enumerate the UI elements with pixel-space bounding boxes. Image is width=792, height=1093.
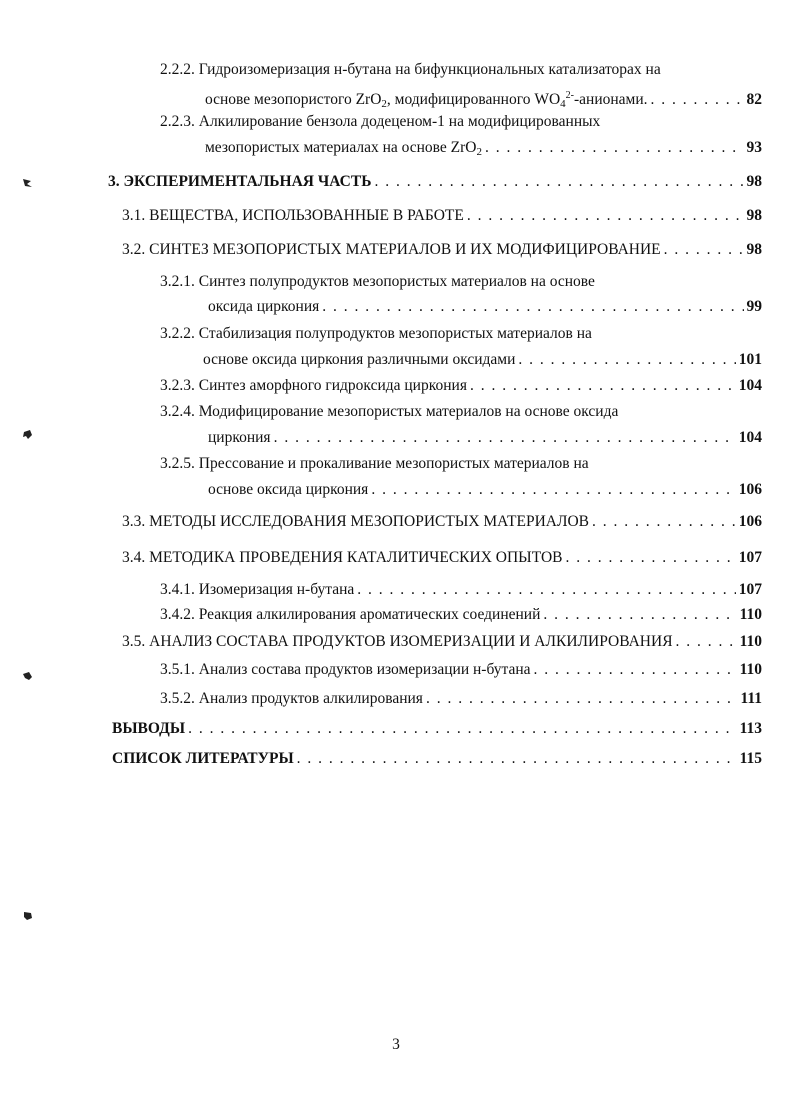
toc-entry-3-2-1-line1 (160, 272, 595, 292)
toc-entry-text: 3.4. МЕТОДИКА ПРОВЕДЕНИЯ КАТАЛИТИЧЕСКИХ ОПЫТОВ (122, 549, 563, 566)
toc-entry-3-4-1 (160, 580, 762, 600)
toc-entry-3-4 (122, 548, 762, 568)
toc-page-number: 110 (739, 606, 762, 623)
toc-entry-text: 3.2.1. Синтез полупродуктов мезопористых материалов на основе (160, 273, 595, 290)
toc-entry-3-5-2 (160, 689, 762, 709)
toc-leader-dots (357, 580, 735, 600)
toc-page-number: 101 (738, 351, 762, 368)
toc-entry-3-5-1 (160, 660, 762, 680)
toc-leader-dots (426, 689, 738, 709)
toc-leader-dots (543, 605, 736, 625)
toc-page-number: 104 (738, 429, 762, 446)
toc-entry-text: 3.3. МЕТОДЫ ИССЛЕДОВАНИЯ МЕЗОПОРИСТЫХ МАТЕРИАЛОВ (122, 513, 590, 530)
toc-page-number: 106 (738, 481, 762, 498)
toc-entry-3-2-2-line1 (160, 324, 592, 344)
toc-entry-text: 2.2.2. Гидроизомеризация н-бутана на бифункциональных катализаторах на (160, 61, 661, 78)
page-number: 3 (392, 1036, 400, 1053)
toc-leader-dots (274, 428, 736, 448)
toc-entry-3-2-3 (160, 376, 762, 396)
toc-entry-text: СПИСОК ЛИТЕРАТУРЫ (112, 750, 294, 767)
toc-entry-text: основе оксида циркония (208, 481, 369, 498)
toc-leader-dots (664, 240, 744, 260)
toc-entry-2-2-3-line1 (160, 112, 600, 132)
toc-entry-3-2-1 (208, 297, 762, 317)
toc-entry-text: 3.5.2. Анализ продуктов алкилирования (160, 690, 423, 707)
toc-entry-text: 3.2.5. Прессование и прокаливание мезопористых материалов на (160, 455, 589, 472)
toc-page-number: 98 (746, 173, 762, 190)
scan-artifact-mark (20, 175, 36, 191)
toc-entry-text: 3.5.1. Анализ состава продуктов изомеризации н-бутана (160, 661, 531, 678)
toc-page-number: 110 (739, 661, 762, 678)
toc-leader-dots (371, 480, 735, 500)
toc-entry-conclusions (112, 719, 762, 739)
toc-entry-text: ВЫВОДЫ (112, 720, 186, 737)
toc-entry-text: циркония (208, 429, 271, 446)
scan-artifact-mark (20, 908, 36, 924)
toc-entry-3-2 (122, 240, 762, 260)
toc-leader-dots (566, 548, 736, 568)
toc-page-number: 107 (738, 581, 762, 598)
toc-page-number: 111 (740, 690, 762, 707)
toc-entry-3-2-2 (203, 350, 762, 370)
toc-leader-dots (518, 350, 735, 370)
toc-entry-2-2-2 (205, 86, 762, 114)
scan-artifact-mark (20, 668, 36, 684)
toc-entry-text: 3.2. СИНТЕЗ МЕЗОПОРИСТЫХ МАТЕРИАЛОВ И ИХ МОДИФИЦИРОВАНИЕ (122, 241, 661, 258)
toc-leader-dots (374, 172, 743, 192)
toc-entry-text: 3.5. АНАЛИЗ СОСТАВА ПРОДУКТОВ ИЗОМЕРИЗАЦИИ И АЛКИЛИРОВАНИЯ (122, 633, 673, 650)
toc-page-number: 115 (739, 750, 762, 767)
toc-leader-dots (485, 138, 744, 158)
toc-page-number: 99 (746, 298, 762, 315)
toc-entry-3-5 (122, 632, 762, 652)
toc-entry-text: 3.2.2. Стабилизация полупродуктов мезопористых материалов на (160, 325, 592, 342)
toc-leader-dots (188, 719, 737, 739)
toc-entry-3-4-2 (160, 605, 762, 625)
toc-entry-3 (108, 172, 762, 192)
toc-entry-3-2-5 (208, 480, 762, 500)
toc-entry-text: 3.2.4. Модифицирование мезопористых материалов на основе оксида (160, 403, 619, 420)
toc-leader-dots (676, 632, 737, 652)
toc-leader-dots (297, 749, 737, 769)
toc-entry-text: оксида циркония (208, 298, 320, 315)
toc-page-number: 110 (739, 633, 762, 650)
toc-entry-3-2-4 (208, 428, 762, 448)
toc-leader-dots (322, 297, 743, 317)
toc-page-number: 106 (738, 513, 762, 530)
toc-entry-text: 3. ЭКСПЕРИМЕНТАЛЬНАЯ ЧАСТЬ (108, 173, 372, 190)
toc-entry-2-2-3 (205, 138, 762, 162)
toc-entry-3-2-4-line1 (160, 402, 618, 422)
toc-leader-dots (470, 376, 736, 396)
toc-entry-text: мезопористых материалах на основе ZrO$_2$ (205, 139, 482, 158)
toc-entry-3-3 (122, 512, 762, 532)
toc-entry-references (112, 749, 762, 769)
toc-entry-text: 2.2.3. Алкилирование бензола додеценом-1 на модифицированных (160, 113, 601, 130)
toc-entry-2-2-2-line1 (160, 60, 661, 80)
toc-page-number: 82 (746, 91, 762, 108)
toc-entry-text: 3.4.1. Изомеризация н-бутана (160, 581, 355, 598)
toc-entry-text: основе оксида циркония различными оксидами (203, 351, 516, 368)
toc-entry-text: 3.1. ВЕЩЕСТВА, ИСПОЛЬЗОВАННЫЕ В РАБОТЕ (122, 207, 464, 224)
toc-leader-dots (592, 512, 736, 532)
toc-page-number: 98 (746, 207, 762, 224)
toc-leader-dots (467, 206, 744, 226)
toc-leader-dots (534, 660, 737, 680)
toc-page-number: 107 (738, 549, 762, 566)
toc-entry-3-2-5-line1 (160, 454, 589, 474)
toc-entry-text: 3.4.2. Реакция алкилирования ароматических соединений (160, 606, 541, 623)
toc-leader-dots (651, 90, 744, 110)
toc-entry-text: основе мезопористого ZrO$_2$, модифицированного $WO_4^{2-}$-анионами. (205, 90, 648, 110)
toc-page-number: 93 (746, 139, 762, 156)
toc-entry-text: 3.2.3. Синтез аморфного гидроксида циркония (160, 377, 467, 394)
toc-page-number: 98 (746, 241, 762, 258)
scan-artifact-mark (20, 427, 36, 443)
toc-page-number: 113 (739, 720, 762, 737)
toc-entry-3-1 (122, 206, 762, 226)
toc-page-number: 104 (738, 377, 762, 394)
